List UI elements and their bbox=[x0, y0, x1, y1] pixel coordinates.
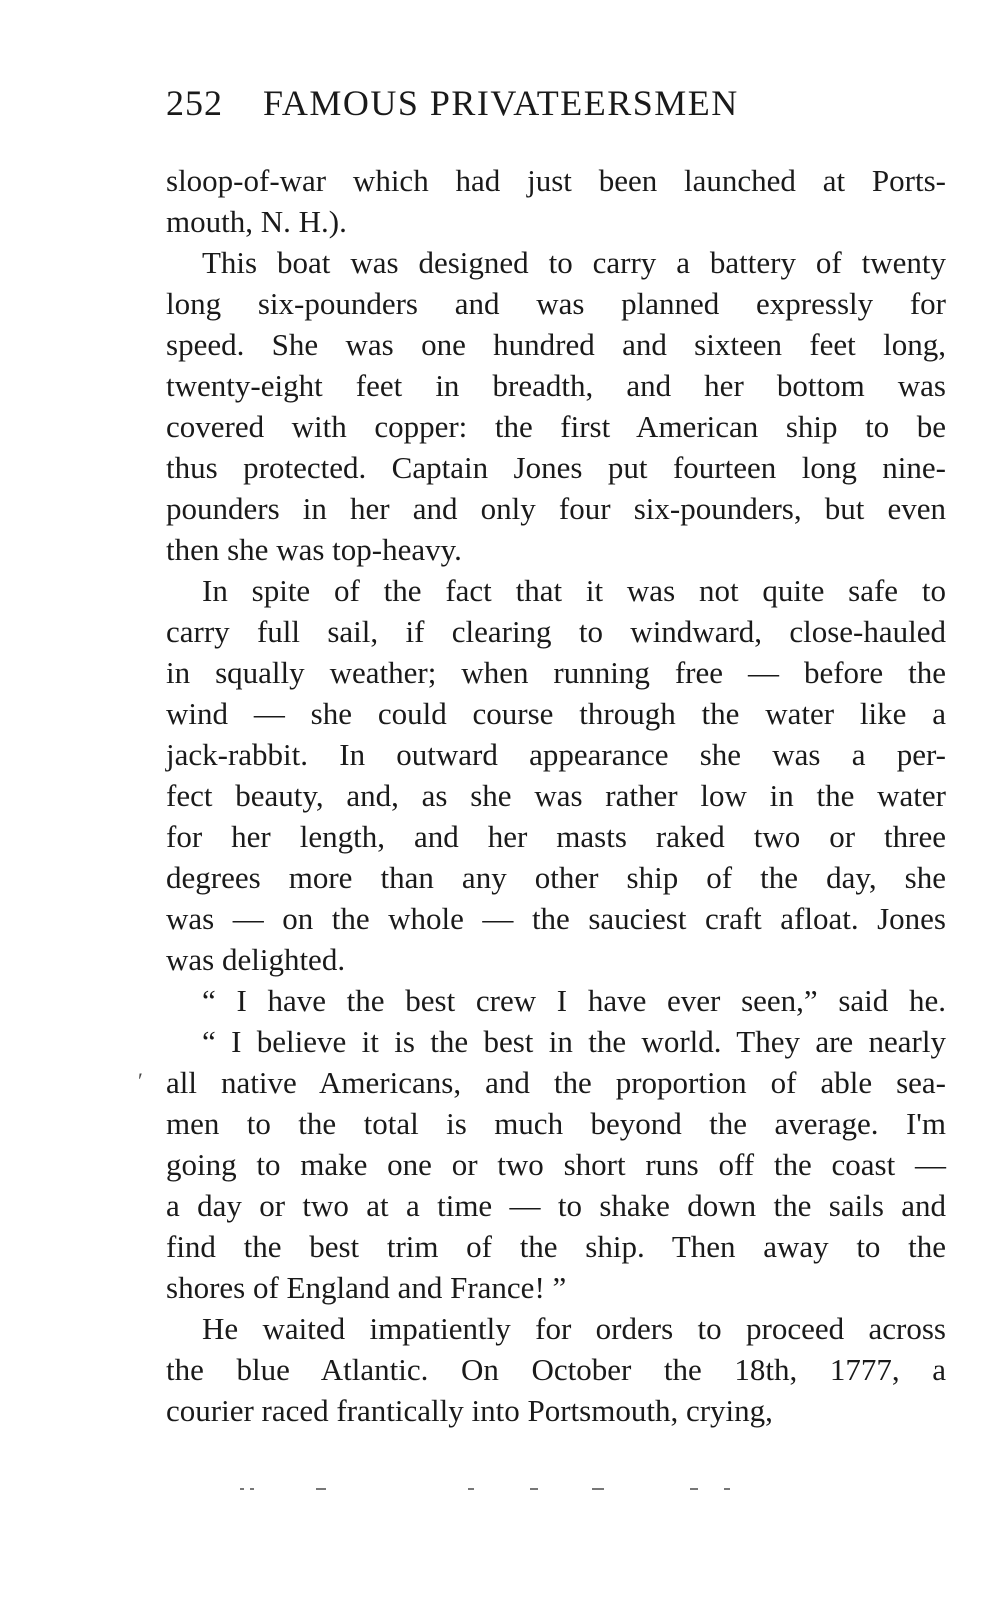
text-line: mouth, N. H.). bbox=[166, 204, 347, 239]
body-text bbox=[166, 160, 946, 1431]
text-line: carry full sail, if clearing to windward, close-hauled bbox=[166, 614, 946, 649]
text-line: all native Americans, and the proportion of able sea- bbox=[166, 1065, 946, 1100]
text-line: fect beauty, and, as she was rather low in the water bbox=[166, 778, 946, 813]
running-title: FAMOUS PRIVATEERSMEN bbox=[263, 83, 739, 123]
text-line: the blue Atlantic. On October the 18th, 1777, a bbox=[166, 1352, 946, 1387]
text-line: wind — she could course through the water like a bbox=[166, 696, 946, 731]
text-line: sloop-of-war which had just been launched at Ports- bbox=[166, 163, 946, 198]
text-line: courier raced frantically into Portsmouth, crying, bbox=[166, 1393, 773, 1428]
scan-tick bbox=[250, 1488, 254, 1490]
text-line: This boat was designed to carry a battery of twenty bbox=[202, 245, 946, 280]
scan-tick bbox=[592, 1488, 604, 1490]
page-number: 252 bbox=[166, 83, 223, 123]
text-line: men to the total is much beyond the average. I'm bbox=[166, 1106, 946, 1141]
text-line: jack-rabbit. In outward appearance she was a per- bbox=[166, 737, 946, 772]
text-line: thus protected. Captain Jones put fourteen long nine- bbox=[166, 450, 946, 485]
text-line: degrees more than any other ship of the day, she bbox=[166, 860, 946, 895]
text-line: pounders in her and only four six-pounders, but even bbox=[166, 491, 946, 526]
page-header bbox=[166, 78, 946, 128]
text-line: then she was top-heavy. bbox=[166, 532, 462, 567]
scan-artifact-ticks bbox=[240, 1482, 740, 1494]
scan-tick bbox=[316, 1488, 326, 1490]
text-line: long six-pounders and was planned expressly for bbox=[166, 286, 946, 321]
text-line: going to make one or two short runs off the coast — bbox=[166, 1147, 946, 1182]
stray-mark: ′ bbox=[138, 1068, 143, 1093]
text-line: was — on the whole — the sauciest craft afloat. Jones bbox=[166, 901, 946, 936]
text-line: twenty-eight feet in breadth, and her bottom was bbox=[166, 368, 946, 403]
text-line: speed. She was one hundred and sixteen feet long, bbox=[166, 327, 946, 362]
text-line: shores of England and France! ” bbox=[166, 1270, 567, 1305]
text-line: for her length, and her masts raked two or three bbox=[166, 819, 946, 854]
text-line: He waited impatiently for orders to proceed across bbox=[202, 1311, 946, 1346]
text-line: a day or two at a time — to shake down the sails and bbox=[166, 1188, 946, 1223]
text-line: was delighted. bbox=[166, 942, 346, 977]
scan-tick bbox=[468, 1488, 474, 1490]
text-line: In spite of the fact that it was not quite safe to bbox=[202, 573, 946, 608]
text-line: in squally weather; when running free — before the bbox=[166, 655, 946, 690]
text-line: find the best trim of the ship. Then away to the bbox=[166, 1229, 946, 1264]
scan-tick bbox=[530, 1488, 538, 1490]
text-line: “ I believe it is the best in the world. They are nearly bbox=[202, 1024, 946, 1059]
scan-tick bbox=[240, 1488, 244, 1490]
scan-tick bbox=[724, 1488, 730, 1490]
scan-tick bbox=[690, 1488, 698, 1490]
text-line: covered with copper: the first American ship to be bbox=[166, 409, 946, 444]
text-line: “ I have the best crew I have ever seen,” said he. bbox=[202, 983, 946, 1018]
